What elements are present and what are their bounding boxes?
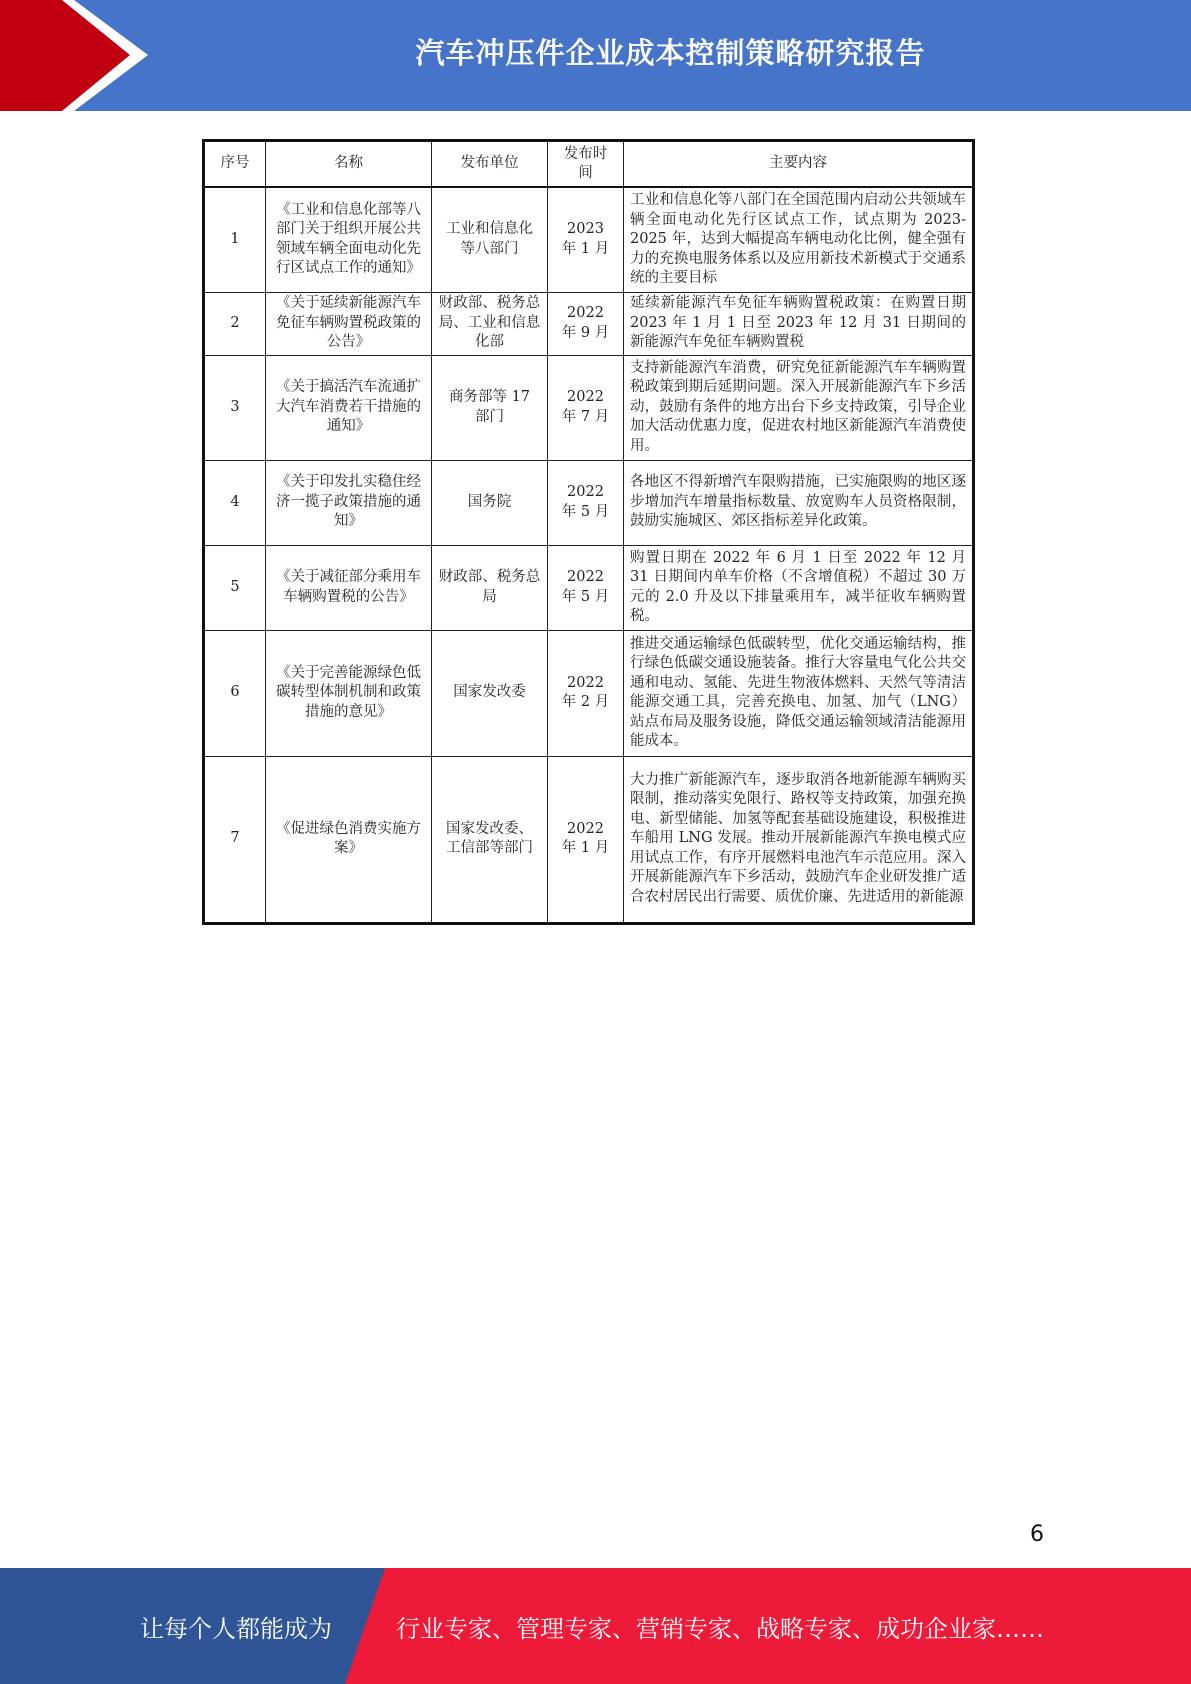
cell-name: 《关于搞活汽车流通扩大汽车消费若干措施的通知》 (266, 355, 432, 460)
cell-content: 工业和信息化等八部门在全国范围内启动公共领域车辆全面电动化先行区试点工作，试点期为 2023-2025 年，达到大幅提高车辆电动化比例，健全强有力的充换电服务体系以及应用新技术新模式于交通系统的主要目标 (624, 187, 974, 292)
cell-issuer: 国家发改委 (432, 630, 548, 756)
header-band (0, 0, 1191, 111)
table-row (204, 460, 974, 545)
cell-date: 2022 年 7 月 (548, 355, 624, 460)
cell-name: 《关于减征部分乘用车车辆购置税的公告》 (266, 545, 432, 630)
cell-issuer: 财政部、税务总局 (432, 545, 548, 630)
cell-issuer: 财政部、税务总局、工业和信息化部 (432, 292, 548, 355)
page-number: 6 (1030, 1522, 1044, 1547)
cell-content: 推进交通运输绿色低碳转型，优化交通运输结构，推行绿色低碳交通设施装备。推行大容量电气化公共交通和电动、氢能、先进生物液体燃料、天然气等清洁能源交通工具，完善充换电、加氢、加气（LNG）站点布局及服务设施，降低交通运输领域清洁能源用能成本。 (624, 630, 974, 756)
footer-band (0, 1568, 1191, 1684)
cell-date: 2022 年 5 月 (548, 545, 624, 630)
cell-no: 4 (204, 460, 266, 545)
cell-no: 6 (204, 630, 266, 756)
table-header-row (204, 141, 974, 188)
cell-issuer: 工业和信息化等八部门 (432, 187, 548, 292)
cell-no: 3 (204, 355, 266, 460)
report-title: 汽车冲压件企业成本控制策略研究报告 (415, 35, 926, 70)
header-cell-no: 序号 (204, 141, 266, 188)
cell-name: 《关于延续新能源汽车免征车辆购置税政策的公告》 (266, 292, 432, 355)
policy-table (202, 139, 975, 925)
cell-date: 2022 年 1 月 (548, 756, 624, 923)
cell-date: 2022 年 2 月 (548, 630, 624, 756)
cell-no: 5 (204, 545, 266, 630)
table-row (204, 545, 974, 630)
cell-content: 延续新能源汽车免征车辆购置税政策：在购置日期 2023 年 1 月 1 日至 2023 年 12 月 31 日期间的新能源汽车免征车辆购置税 (624, 292, 974, 355)
table-row (204, 756, 974, 923)
cell-no: 7 (204, 756, 266, 923)
footer-slogan-left: 让每个人都能成为 (140, 1614, 332, 1643)
cell-issuer: 国家发改委、工信部等部门 (432, 756, 548, 923)
cell-no: 2 (204, 292, 266, 355)
table-row (204, 630, 974, 756)
footer-slogan-right: 行业专家、管理专家、营销专家、战略专家、成功企业家…… (396, 1614, 1044, 1643)
header-red-chevron (0, 0, 130, 111)
table-row (204, 355, 974, 460)
cell-issuer: 国务院 (432, 460, 548, 545)
header-cell-name: 名称 (266, 141, 432, 188)
cell-name: 《关于完善能源绿色低碳转型体制机制和政策措施的意见》 (266, 630, 432, 756)
cell-name: 《促进绿色消费实施方案》 (266, 756, 432, 923)
header-cell-content: 主要内容 (624, 141, 974, 188)
table-row (204, 292, 974, 355)
cell-date: 2022 年 5 月 (548, 460, 624, 545)
policy-table-container (202, 139, 972, 925)
cell-no: 1 (204, 187, 266, 292)
cell-issuer: 商务部等 17 部门 (432, 355, 548, 460)
cell-date: 2023 年 1 月 (548, 187, 624, 292)
cell-content: 各地区不得新增汽车限购措施，已实施限购的地区逐步增加汽车增量指标数量、放宽购车人员资格限制，鼓励实施城区、郊区指标差异化政策。 (624, 460, 974, 545)
cell-content: 大力推广新能源汽车，逐步取消各地新能源车辆购买限制，推动落实免限行、路权等支持政策，加强充换电、新型储能、加氢等配套基础设施建设，积极推进车船用 LNG 发展。推动开展新能源汽车换电模式应用试点工作，有序开展燃料电池汽车示范应用。深入开展新能源汽车下乡活动，鼓励汽车企业研发推广适合农村居民出行需要、质优价廉、先进适用的新能源 (624, 756, 974, 923)
cell-content: 支持新能源汽车消费，研究免征新能源汽车车辆购置税政策到期后延期问题。深入开展新能源汽车下乡活动，鼓励有条件的地方出台下乡支持政策，引导企业加大活动优惠力度，促进农村地区新能源汽车消费使用。 (624, 355, 974, 460)
table-row (204, 187, 974, 292)
header-cell-issuer: 发布单位 (432, 141, 548, 188)
cell-name: 《工业和信息化部等八部门关于组织开展公共领域车辆全面电动化先行区试点工作的通知》 (266, 187, 432, 292)
cell-name: 《关于印发扎实稳住经济一揽子政策措施的通知》 (266, 460, 432, 545)
cell-content: 购置日期在 2022 年 6 月 1 日至 2022 年 12 月 31 日期间内单车价格（不含增值税）不超过 30 万元的 2.0 升及以下排量乘用车，减半征收车辆购置税。 (624, 545, 974, 630)
cell-date: 2022 年 9 月 (548, 292, 624, 355)
header-cell-date: 发布时间 (548, 141, 624, 188)
